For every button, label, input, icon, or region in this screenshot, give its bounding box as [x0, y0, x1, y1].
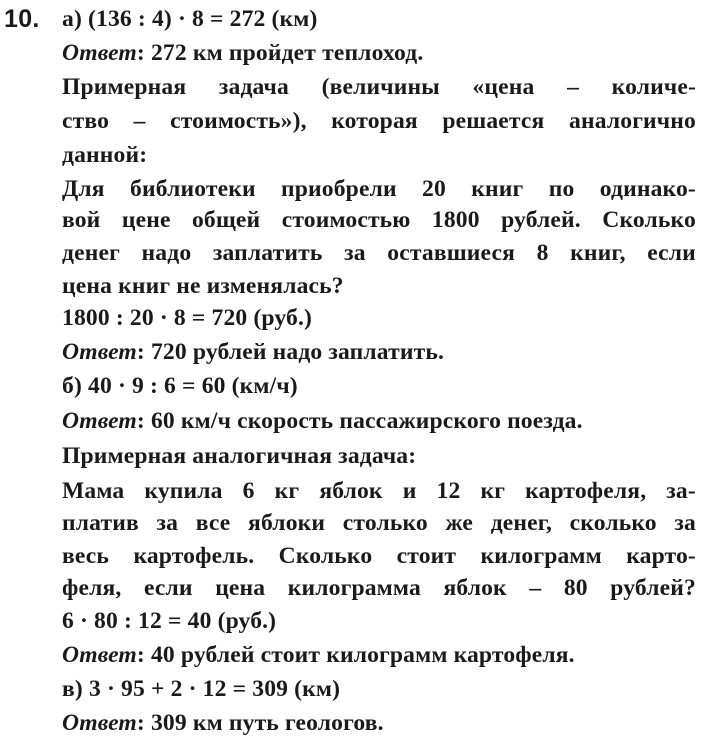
word: денег,: [490, 510, 553, 536]
word: одинако-: [599, 176, 696, 202]
answer-label: Ответ: [62, 710, 137, 736]
word: которая: [331, 108, 418, 134]
answer-text: : 272 км пройдет теплоход.: [136, 40, 424, 66]
word: –: [529, 575, 542, 601]
word: ство: [62, 108, 110, 134]
word: 1800: [431, 207, 480, 233]
word: –: [567, 74, 580, 100]
word: яблок: [443, 575, 507, 601]
text-line: [62, 72, 696, 102]
answer-line: [62, 337, 444, 367]
answer-label: Ответ: [62, 40, 137, 66]
word: 80: [563, 575, 588, 601]
word: библиотеки: [130, 176, 256, 202]
word: Для: [62, 176, 105, 202]
word: яблок: [319, 478, 383, 504]
word: 8: [536, 240, 549, 266]
text-line: а) (136 : 4) · 8 = 272 (км): [62, 6, 318, 32]
word: надо: [141, 240, 192, 266]
text-line: б) 40 · 9 : 6 = 60 (км/ч): [62, 373, 298, 399]
answer-line: [62, 38, 423, 68]
word: вой: [62, 207, 101, 233]
word: Сколько: [278, 543, 373, 569]
word: столько: [342, 510, 428, 536]
answer-line: [62, 708, 384, 738]
word: за: [156, 510, 179, 536]
word: (величины: [321, 74, 440, 100]
word: заплатить: [212, 240, 323, 266]
answer-text: : 60 км/ч скорость пассажирского поезда.: [136, 408, 583, 434]
word: кг: [480, 478, 506, 504]
answer-label: Ответ: [62, 642, 137, 668]
text-line: [62, 238, 696, 268]
word: 6: [242, 478, 255, 504]
text-line: [62, 508, 696, 538]
text-line: Примерная аналогичная задача:: [62, 443, 417, 469]
word: же: [445, 510, 474, 536]
word: общей: [191, 207, 261, 233]
word: картофель.: [133, 543, 255, 569]
text-line: [62, 541, 696, 571]
word: Мама: [62, 478, 125, 504]
text-line: [62, 106, 696, 136]
word: стоимостью: [281, 207, 411, 233]
word: Сколько: [602, 207, 696, 233]
word: Примерная: [62, 74, 187, 100]
word: книг,: [570, 240, 626, 266]
text-line: данной:: [62, 142, 148, 168]
word: 12: [436, 478, 461, 504]
answer-label: Ответ: [62, 408, 137, 434]
word: килограмма: [287, 575, 421, 601]
text-line: [62, 205, 696, 235]
word: кг: [274, 478, 300, 504]
word: по: [548, 176, 575, 202]
word: цена: [215, 575, 266, 601]
word: килограмм: [480, 543, 602, 569]
task-number: 10.: [4, 5, 40, 33]
word: книг: [471, 176, 524, 202]
word: денег: [62, 240, 120, 266]
word: «цена: [472, 74, 535, 100]
word: сколько: [569, 510, 657, 536]
word: стоимость»),: [170, 108, 307, 134]
answer-line: [62, 406, 583, 436]
answer-text: : 40 рублей стоит килограмм картофеля.: [136, 642, 575, 668]
word: за-: [666, 478, 696, 504]
word: цене: [121, 207, 171, 233]
word: карто-: [626, 543, 696, 569]
word: если: [647, 240, 696, 266]
word: яблоки: [248, 510, 326, 536]
word: оставшиеся: [387, 240, 515, 266]
word: картофеля,: [525, 478, 647, 504]
word: аналогично: [569, 108, 696, 134]
word: задача: [218, 74, 289, 100]
word: –: [133, 108, 146, 134]
word: за: [674, 510, 696, 536]
word: стоит: [396, 543, 457, 569]
word: платив: [62, 510, 139, 536]
text-line: [62, 174, 696, 204]
word: приобрели: [281, 176, 397, 202]
word: рублей.: [501, 207, 581, 233]
answer-label: Ответ: [62, 339, 137, 365]
word: за: [344, 240, 366, 266]
word: рублей?: [610, 575, 696, 601]
word: феля,: [62, 575, 122, 601]
word: все: [195, 510, 231, 536]
text-line: 6 · 80 : 12 = 40 (руб.): [62, 608, 277, 634]
text-line: [62, 573, 696, 603]
text-line: 1800 : 20 · 8 = 720 (руб.): [62, 305, 313, 331]
answer-text: : 309 км путь геологов.: [136, 710, 384, 736]
answer-text: : 720 рублей надо заплатить.: [136, 339, 445, 365]
word: решается: [442, 108, 545, 134]
word: если: [143, 575, 193, 601]
text-line: в) 3 · 95 + 2 · 12 = 309 (км): [62, 676, 341, 702]
word: количе-: [611, 74, 696, 100]
text-line: цена книг не изменялась?: [62, 273, 344, 299]
word: и: [402, 478, 417, 504]
word: 20: [422, 176, 446, 202]
text-line: [62, 476, 696, 506]
word: весь: [62, 543, 110, 569]
answer-line: [62, 640, 575, 670]
word: купила: [144, 478, 223, 504]
